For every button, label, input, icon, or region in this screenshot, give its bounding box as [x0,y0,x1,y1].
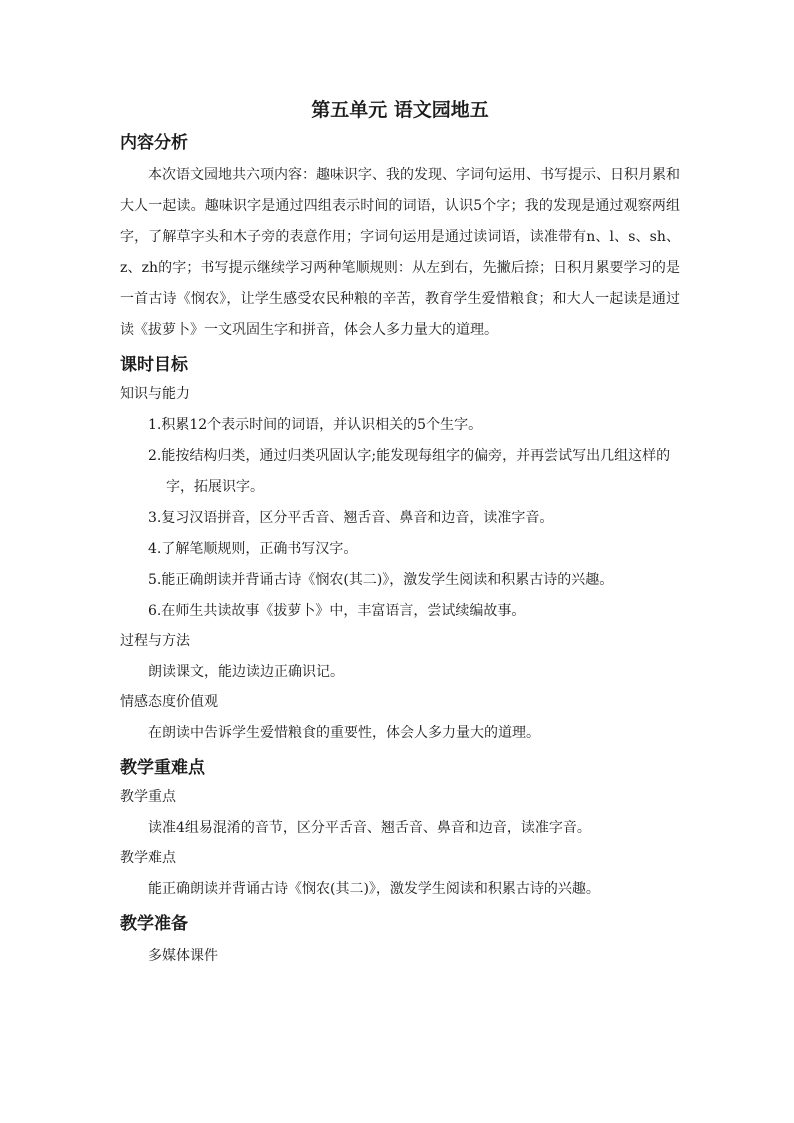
list-item: 4.了解笔顺规则，正确书写汉字。 [148,541,358,557]
list-item: 1.积累12个表示时间的词语，并认识相关的5个生字。 [148,417,483,433]
subheading-process: 过程与方法 [120,633,190,649]
section-heading-goals: 课时目标 [120,355,188,375]
focus-text: 读准4组易混淆的音节，区分平舌音、翘舌音、鼻音和边音，读准字音。 [148,820,591,836]
subheading-knowledge: 知识与能力 [120,386,190,402]
subheading-emotion: 情感态度价值观 [120,694,218,710]
list-item: 6.在师生共读故事《拔萝卜》中，丰富语言，尝试续编故事。 [148,603,526,619]
section-heading-analysis: 内容分析 [120,133,188,153]
analysis-paragraph: 本次语文园地共六项内容：趣味识字、我的发现、字词句运用、书写提示、日积月累和大人一起读。趣味识字是通过四组表示时间的词语，认识5个字；我的发现是通过观察两组字，了解草字头和木子旁的表意作用；字词句运用是通过读词语，读准带有n、l、s、sh、z、zh的字；书写提示继续学习两种笔顺规则：从左到右，先撇后捺；日积月累要学习的是一首古诗《悯农》，让学生感受农民种粮的辛苦，教育学生爱惜粮食；和大人一起读是通过读《拔萝卜》一文巩固生字和拼音，体会人多力量大的道理。 [120,167,680,338]
preparation-text: 多媒体课件 [148,948,218,964]
section-heading-preparation: 教学准备 [120,914,188,934]
list-item: 5.能正确朗读并背诵古诗《悯农(其二)》，激发学生阅读和积累古诗的兴趣。 [148,572,614,588]
list-item: 3.复习汉语拼音，区分平舌音、翘舌音、鼻音和边音，读准字音。 [148,510,554,526]
subheading-difficulty: 教学难点 [120,850,176,866]
process-text: 朗读课文，能边读边正确识记。 [148,664,344,680]
emotion-text: 在朗读中告诉学生爱惜粮食的重要性，体会人多力量大的道理。 [148,725,540,741]
goals-list [120,410,680,627]
section-heading-keypoints: 教学重难点 [120,758,205,778]
difficulty-text: 能正确朗读并背诵古诗《悯农(其二)》，激发学生阅读和积累古诗的兴趣。 [148,881,600,897]
document-page [120,96,680,972]
subheading-focus: 教学重点 [120,789,176,805]
list-item: 2.能按结构归类，通过归类巩固认字;能发现每组字的偏旁，并再尝试写出几组这样的字，拓展识字。 [148,448,671,495]
document-title: 第五单元 语文园地五 [311,99,489,121]
